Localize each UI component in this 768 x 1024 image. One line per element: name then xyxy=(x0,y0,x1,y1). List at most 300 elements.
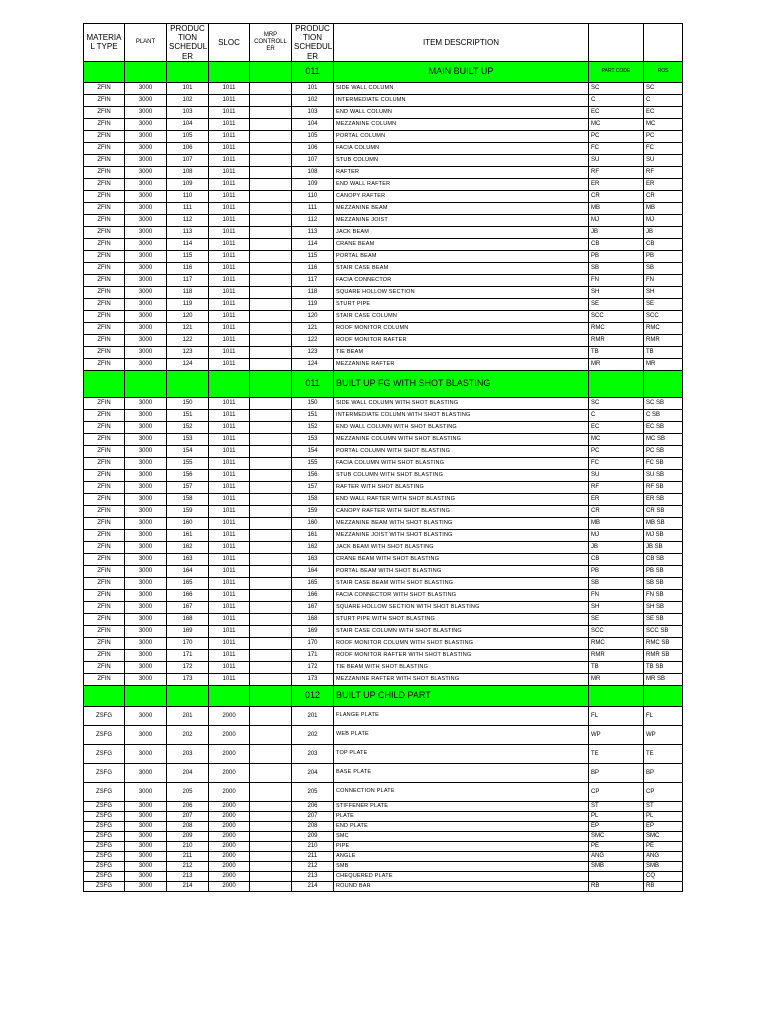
sloc-cell: 1011 xyxy=(209,298,250,310)
part-code-cell: SB xyxy=(589,577,644,589)
item-description-cell: STURT PIPE xyxy=(334,298,589,310)
plant-cell: 3000 xyxy=(125,226,167,238)
production-scheduler-cell: 203 xyxy=(167,744,209,763)
part-code-cell: SC xyxy=(589,82,644,94)
material-type-cell: ZFIN xyxy=(84,346,125,358)
mrp-controller-cell xyxy=(250,851,292,861)
item-description-cell: FACIA CONNECTOR xyxy=(334,274,589,286)
sloc-cell: 1011 xyxy=(209,649,250,661)
production-scheduler-cell-2: 154 xyxy=(292,445,334,457)
part-code-cell: MJ xyxy=(589,529,644,541)
part-code-cell: EP xyxy=(589,821,644,831)
plant-cell: 3000 xyxy=(125,565,167,577)
production-scheduler-cell: 168 xyxy=(167,613,209,625)
table-row xyxy=(84,334,683,346)
production-scheduler-cell: 211 xyxy=(167,851,209,861)
plant-cell: 3000 xyxy=(125,130,167,142)
item-description-cell: MEZZANINE BEAM xyxy=(334,202,589,214)
sloc-cell: 1011 xyxy=(209,346,250,358)
production-scheduler-cell: 212 xyxy=(167,861,209,871)
ros-cell: SB xyxy=(644,262,683,274)
production-scheduler-cell: 169 xyxy=(167,625,209,637)
ros-label xyxy=(644,370,683,397)
table-row xyxy=(84,861,683,871)
ros-cell: SMC xyxy=(644,831,683,841)
ros-cell: FC SB xyxy=(644,457,683,469)
production-scheduler-cell-2: 204 xyxy=(292,763,334,782)
section-empty-cell xyxy=(84,370,125,397)
plant-cell: 3000 xyxy=(125,541,167,553)
ros-cell: PB xyxy=(644,250,683,262)
plant-cell: 3000 xyxy=(125,661,167,673)
mrp-controller-cell xyxy=(250,118,292,130)
item-description-cell: PLATE xyxy=(334,811,589,821)
table-row xyxy=(84,553,683,565)
mrp-controller-cell xyxy=(250,358,292,370)
production-scheduler-cell: 204 xyxy=(167,763,209,782)
ros-cell: PC xyxy=(644,130,683,142)
plant-cell: 3000 xyxy=(125,625,167,637)
material-type-cell: ZFIN xyxy=(84,589,125,601)
production-scheduler-cell: 167 xyxy=(167,601,209,613)
item-description-cell: ROOF MONITOR COLUMN WITH SHOT BLASTING xyxy=(334,637,589,649)
plant-cell: 3000 xyxy=(125,589,167,601)
mrp-controller-cell xyxy=(250,673,292,685)
material-type-cell: ZFIN xyxy=(84,409,125,421)
table-row xyxy=(84,493,683,505)
table-row xyxy=(84,226,683,238)
production-scheduler-cell-2: 166 xyxy=(292,589,334,601)
production-scheduler-cell: 154 xyxy=(167,445,209,457)
production-scheduler-cell-2: 165 xyxy=(292,577,334,589)
part-code-cell: PB xyxy=(589,565,644,577)
material-type-cell: ZFIN xyxy=(84,493,125,505)
mrp-controller-cell xyxy=(250,142,292,154)
sloc-cell: 2000 xyxy=(209,881,250,891)
material-type-header: MATERIA L TYPE xyxy=(84,24,125,62)
production-scheduler-cell-2: 119 xyxy=(292,298,334,310)
plant-cell: 3000 xyxy=(125,106,167,118)
table-row xyxy=(84,346,683,358)
production-scheduler-cell-2: 206 xyxy=(292,801,334,811)
production-scheduler-cell: 111 xyxy=(167,202,209,214)
mrp-controller-cell xyxy=(250,541,292,553)
production-scheduler-cell: 118 xyxy=(167,286,209,298)
part-code-cell: CB xyxy=(589,238,644,250)
mrp-controller-cell xyxy=(250,469,292,481)
part-code-cell: RMC xyxy=(589,637,644,649)
production-scheduler-cell-2: 202 xyxy=(292,725,334,744)
production-scheduler-cell-2: 209 xyxy=(292,831,334,841)
section-empty-cell xyxy=(125,370,167,397)
section-empty-cell xyxy=(250,370,292,397)
ros-cell: SU xyxy=(644,154,683,166)
production-scheduler-cell-2: 168 xyxy=(292,613,334,625)
part-code-cell: FL xyxy=(589,706,644,725)
sloc-cell: 1011 xyxy=(209,469,250,481)
production-scheduler-cell-2: 210 xyxy=(292,841,334,851)
production-scheduler-cell: 122 xyxy=(167,334,209,346)
part-code-cell: CR xyxy=(589,505,644,517)
ros-cell: SC xyxy=(644,82,683,94)
sloc-cell: 1011 xyxy=(209,358,250,370)
mrp-controller-cell xyxy=(250,782,292,801)
mrp-controller-cell xyxy=(250,706,292,725)
material-type-cell: ZFIN xyxy=(84,649,125,661)
table-row xyxy=(84,661,683,673)
production-scheduler-cell-2: 203 xyxy=(292,744,334,763)
item-description-cell: PORTAL COLUMN WITH SHOT BLASTING xyxy=(334,445,589,457)
item-description-cell: TOP PLATE xyxy=(334,744,589,763)
material-type-cell: ZSFG xyxy=(84,744,125,763)
ros-cell: SH xyxy=(644,286,683,298)
item-description-cell: STUB COLUMN xyxy=(334,154,589,166)
mrp-controller-cell xyxy=(250,286,292,298)
plant-cell: 3000 xyxy=(125,154,167,166)
production-scheduler-cell: 171 xyxy=(167,649,209,661)
mrp-controller-cell xyxy=(250,262,292,274)
part-code-cell: SH xyxy=(589,601,644,613)
material-type-cell: ZSFG xyxy=(84,725,125,744)
part-code-cell: TB xyxy=(589,346,644,358)
part-code-cell: PC xyxy=(589,445,644,457)
table-row xyxy=(84,831,683,841)
section-empty-cell xyxy=(125,685,167,706)
table-row xyxy=(84,601,683,613)
table-row xyxy=(84,541,683,553)
table-row xyxy=(84,505,683,517)
table-row xyxy=(84,250,683,262)
sloc-cell: 1011 xyxy=(209,274,250,286)
mrp-controller-cell xyxy=(250,421,292,433)
part-code-cell: PC xyxy=(589,130,644,142)
plant-cell: 3000 xyxy=(125,421,167,433)
material-type-cell: ZFIN xyxy=(84,118,125,130)
plant-cell: 3000 xyxy=(125,851,167,861)
item-description-cell: STUB COLUMN WITH SHOT BLASTING xyxy=(334,469,589,481)
ros-cell: MR SB xyxy=(644,673,683,685)
production-scheduler-cell-2: 151 xyxy=(292,409,334,421)
sloc-cell: 2000 xyxy=(209,801,250,811)
sloc-cell: 1011 xyxy=(209,82,250,94)
production-scheduler-cell: 173 xyxy=(167,673,209,685)
part-code-cell: TE xyxy=(589,744,644,763)
part-code-cell: RF xyxy=(589,481,644,493)
section-empty-cell xyxy=(209,370,250,397)
ros-cell: MB SB xyxy=(644,517,683,529)
plant-cell: 3000 xyxy=(125,310,167,322)
part-code-cell: MB xyxy=(589,202,644,214)
sloc-cell: 2000 xyxy=(209,811,250,821)
production-scheduler-cell: 121 xyxy=(167,322,209,334)
sloc-cell: 1011 xyxy=(209,250,250,262)
ros-cell: MJ xyxy=(644,214,683,226)
item-description-cell: PORTAL BEAM xyxy=(334,250,589,262)
mrp-controller-cell xyxy=(250,529,292,541)
production-scheduler-cell: 106 xyxy=(167,142,209,154)
ros-cell: SU SB xyxy=(644,469,683,481)
material-type-cell: ZFIN xyxy=(84,262,125,274)
part-code-cell: CR xyxy=(589,190,644,202)
item-description-cell: STAIR CASE COLUMN xyxy=(334,310,589,322)
item-description-cell: TIE BEAM xyxy=(334,346,589,358)
table-row xyxy=(84,725,683,744)
sloc-cell: 1011 xyxy=(209,397,250,409)
material-type-cell: ZFIN xyxy=(84,397,125,409)
mrp-controller-cell xyxy=(250,322,292,334)
material-type-cell: ZFIN xyxy=(84,322,125,334)
production-scheduler-cell-2: 101 xyxy=(292,82,334,94)
production-scheduler-cell: 210 xyxy=(167,841,209,851)
sloc-cell: 1011 xyxy=(209,541,250,553)
table-row xyxy=(84,517,683,529)
sloc-cell: 2000 xyxy=(209,763,250,782)
mrp-controller-cell xyxy=(250,821,292,831)
material-type-cell: ZFIN xyxy=(84,577,125,589)
ros-cell: MR xyxy=(644,358,683,370)
table-row xyxy=(84,118,683,130)
ros-cell: WP xyxy=(644,725,683,744)
mrp-controller-cell xyxy=(250,613,292,625)
production-scheduler-cell: 160 xyxy=(167,517,209,529)
ros-cell: FC xyxy=(644,142,683,154)
item-description-cell: TIE BEAM WITH SHOT BLASTING xyxy=(334,661,589,673)
plant-cell: 3000 xyxy=(125,841,167,851)
plant-cell: 3000 xyxy=(125,782,167,801)
material-type-cell: ZFIN xyxy=(84,202,125,214)
plant-cell: 3000 xyxy=(125,505,167,517)
ros-cell: ST xyxy=(644,801,683,811)
item-description-cell: END WALL RAFTER WITH SHOT BLASTING xyxy=(334,493,589,505)
sloc-cell: 1011 xyxy=(209,202,250,214)
ros-cell: CR xyxy=(644,190,683,202)
table-row xyxy=(84,811,683,821)
mrp-controller-cell xyxy=(250,811,292,821)
item-description-cell: STAIR CASE BEAM xyxy=(334,262,589,274)
sloc-cell: 1011 xyxy=(209,421,250,433)
material-type-cell: ZFIN xyxy=(84,469,125,481)
mrp-controller-cell xyxy=(250,106,292,118)
ros-cell: SE xyxy=(644,298,683,310)
sloc-cell: 1011 xyxy=(209,637,250,649)
mrp-controller-cell xyxy=(250,346,292,358)
section-header-row xyxy=(84,370,683,397)
production-scheduler-cell-2: 208 xyxy=(292,821,334,831)
production-scheduler-cell-2: 164 xyxy=(292,565,334,577)
production-scheduler-cell-2: 120 xyxy=(292,310,334,322)
sloc-cell: 1011 xyxy=(209,505,250,517)
material-type-cell: ZFIN xyxy=(84,214,125,226)
part-code-cell: C xyxy=(589,94,644,106)
production-scheduler-cell-2: 102 xyxy=(292,94,334,106)
item-description-cell: CRANE BEAM xyxy=(334,238,589,250)
material-type-cell: ZFIN xyxy=(84,226,125,238)
section-code: 011 xyxy=(292,370,334,397)
plant-cell: 3000 xyxy=(125,82,167,94)
ros-cell: CB SB xyxy=(644,553,683,565)
item-description-cell: MEZZANINE COLUMN WITH SHOT BLASTING xyxy=(334,433,589,445)
ros-cell: FL xyxy=(644,706,683,725)
mrp-controller-cell xyxy=(250,214,292,226)
production-scheduler-cell: 162 xyxy=(167,541,209,553)
production-scheduler-cell: 150 xyxy=(167,397,209,409)
mrp-controller-cell xyxy=(250,553,292,565)
plant-cell: 3000 xyxy=(125,706,167,725)
table-row xyxy=(84,142,683,154)
material-type-cell: ZFIN xyxy=(84,565,125,577)
ros-cell: JB SB xyxy=(644,541,683,553)
sloc-cell: 1011 xyxy=(209,226,250,238)
material-type-cell: ZFIN xyxy=(84,673,125,685)
ros-cell: SMB xyxy=(644,861,683,871)
item-description-cell: SMC xyxy=(334,831,589,841)
material-type-cell: ZSFG xyxy=(84,851,125,861)
sloc-cell: 1011 xyxy=(209,334,250,346)
mrp-controller-cell xyxy=(250,649,292,661)
plant-cell: 3000 xyxy=(125,286,167,298)
section-empty-cell xyxy=(209,685,250,706)
mrp-controller-cell xyxy=(250,505,292,517)
plant-cell: 3000 xyxy=(125,725,167,744)
mrp-controller-cell xyxy=(250,744,292,763)
sloc-cell: 1011 xyxy=(209,493,250,505)
material-type-cell: ZFIN xyxy=(84,553,125,565)
sloc-cell: 1011 xyxy=(209,661,250,673)
production-scheduler-cell: 164 xyxy=(167,565,209,577)
production-scheduler-cell-2: 160 xyxy=(292,517,334,529)
item-description-cell: FACIA COLUMN xyxy=(334,142,589,154)
ros-cell: TE xyxy=(644,744,683,763)
production-scheduler-cell-2: 113 xyxy=(292,226,334,238)
item-description-cell: SQUARE HOLLOW SECTION xyxy=(334,286,589,298)
plant-cell: 3000 xyxy=(125,94,167,106)
part-code-cell: BP xyxy=(589,763,644,782)
ros-cell: CP xyxy=(644,782,683,801)
ros-cell: SCC SB xyxy=(644,625,683,637)
production-scheduler-header-2: PRODUC TION SCHEDUL ER xyxy=(292,24,334,62)
sloc-cell: 1011 xyxy=(209,433,250,445)
production-scheduler-cell-2: 152 xyxy=(292,421,334,433)
production-scheduler-cell: 104 xyxy=(167,118,209,130)
mrp-controller-cell xyxy=(250,831,292,841)
part-code-cell: SCC xyxy=(589,310,644,322)
part-code-cell: MR xyxy=(589,673,644,685)
sloc-cell: 1011 xyxy=(209,154,250,166)
plant-cell: 3000 xyxy=(125,517,167,529)
table-row xyxy=(84,310,683,322)
table-row xyxy=(84,589,683,601)
sloc-cell: 1011 xyxy=(209,481,250,493)
mrp-controller-cell xyxy=(250,725,292,744)
ros-cell: PE xyxy=(644,841,683,851)
production-scheduler-cell-2: 159 xyxy=(292,505,334,517)
part-code-cell: SE xyxy=(589,298,644,310)
material-type-cell: ZFIN xyxy=(84,625,125,637)
production-scheduler-cell: 155 xyxy=(167,457,209,469)
plant-cell: 3000 xyxy=(125,322,167,334)
item-description-cell: CHEQUERED PLATE xyxy=(334,871,589,881)
plant-cell: 3000 xyxy=(125,214,167,226)
sloc-cell: 1011 xyxy=(209,166,250,178)
table-row xyxy=(84,565,683,577)
section-title: MAIN BUILT UP xyxy=(334,61,589,82)
section-empty-cell xyxy=(125,61,167,82)
sloc-cell: 1011 xyxy=(209,565,250,577)
production-scheduler-cell: 117 xyxy=(167,274,209,286)
part-code-cell: SH xyxy=(589,286,644,298)
sloc-cell: 1011 xyxy=(209,286,250,298)
ros-cell: RMR xyxy=(644,334,683,346)
production-scheduler-cell: 201 xyxy=(167,706,209,725)
production-scheduler-cell: 156 xyxy=(167,469,209,481)
sloc-cell: 2000 xyxy=(209,706,250,725)
sloc-cell: 2000 xyxy=(209,744,250,763)
part-code-cell: FN xyxy=(589,274,644,286)
part-code-cell: JB xyxy=(589,541,644,553)
plant-cell: 3000 xyxy=(125,298,167,310)
mrp-controller-cell xyxy=(250,625,292,637)
table-row xyxy=(84,871,683,881)
mrp-controller-cell xyxy=(250,637,292,649)
material-type-cell: ZSFG xyxy=(84,706,125,725)
material-type-cell: ZSFG xyxy=(84,831,125,841)
sloc-cell: 2000 xyxy=(209,725,250,744)
item-description-cell: FLANGE PLATE xyxy=(334,706,589,725)
plant-cell: 3000 xyxy=(125,821,167,831)
production-scheduler-cell-2: 157 xyxy=(292,481,334,493)
table-row xyxy=(84,214,683,226)
mrp-controller-cell xyxy=(250,763,292,782)
plant-cell: 3000 xyxy=(125,469,167,481)
production-scheduler-cell: 158 xyxy=(167,493,209,505)
sloc-cell: 1011 xyxy=(209,262,250,274)
sloc-cell: 1011 xyxy=(209,214,250,226)
material-type-cell: ZFIN xyxy=(84,433,125,445)
part-code-cell: SU xyxy=(589,154,644,166)
table-row xyxy=(84,202,683,214)
part-code-cell: RMR xyxy=(589,334,644,346)
part-code-cell: RMC xyxy=(589,322,644,334)
production-scheduler-cell: 113 xyxy=(167,226,209,238)
material-type-cell: ZFIN xyxy=(84,130,125,142)
item-description-cell: END WALL COLUMN WITH SHOT BLASTING xyxy=(334,421,589,433)
table-row xyxy=(84,706,683,725)
production-scheduler-cell-2: 172 xyxy=(292,661,334,673)
sloc-cell: 1011 xyxy=(209,142,250,154)
part-code-cell: MC xyxy=(589,118,644,130)
table-row xyxy=(84,801,683,811)
mrp-controller-cell xyxy=(250,433,292,445)
item-description-cell: STAIR CASE COLUMN WITH SHOT BLASTING xyxy=(334,625,589,637)
material-master-table xyxy=(83,23,683,892)
part-code-cell: SE xyxy=(589,613,644,625)
item-description-cell: MEZZANINE RAFTER WITH SHOT BLASTING xyxy=(334,673,589,685)
empty-header-cell xyxy=(589,24,644,62)
part-code-cell: EC xyxy=(589,421,644,433)
sloc-cell: 2000 xyxy=(209,871,250,881)
part-code-cell: ER xyxy=(589,178,644,190)
material-type-cell: ZFIN xyxy=(84,613,125,625)
part-code-cell: MR xyxy=(589,358,644,370)
material-type-cell: ZFIN xyxy=(84,178,125,190)
sloc-cell: 2000 xyxy=(209,861,250,871)
section-empty-cell xyxy=(209,61,250,82)
sloc-cell: 1011 xyxy=(209,106,250,118)
sloc-cell: 1011 xyxy=(209,238,250,250)
material-type-cell: ZFIN xyxy=(84,445,125,457)
plant-cell: 3000 xyxy=(125,190,167,202)
mrp-controller-cell xyxy=(250,154,292,166)
